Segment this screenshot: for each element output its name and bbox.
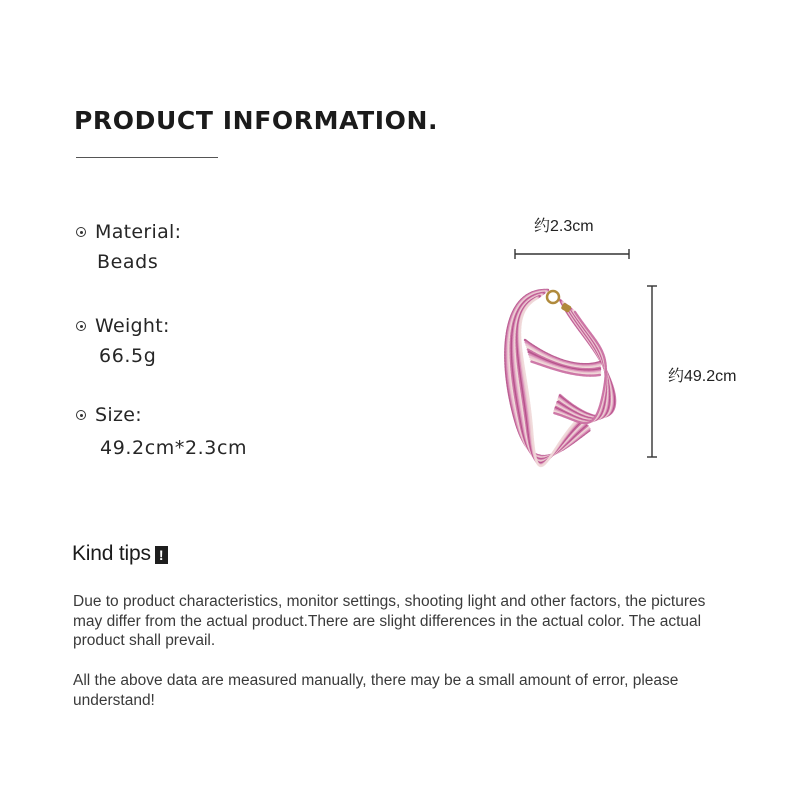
material-value: Beads: [97, 251, 159, 273]
bead-strand: [529, 352, 600, 370]
height-dimension-line: [647, 286, 657, 457]
bead-strand: [555, 310, 606, 422]
bead-strand: [513, 294, 586, 460]
clasp-end: [561, 302, 572, 313]
bead-strand: [505, 290, 590, 456]
bead-strand: [526, 345, 600, 367]
bead-strand: [525, 340, 600, 364]
bullet-circle-icon: [76, 321, 86, 331]
bead-strand: [554, 311, 605, 422]
height-dimension-label: 约49.2cm: [668, 368, 737, 385]
bead-strand: [515, 295, 584, 462]
bead-strand: [514, 295, 585, 461]
bead-strand: [554, 312, 606, 423]
bead-strand: [530, 357, 600, 373]
bead-strand: [508, 291, 589, 457]
clasp-ring: [547, 291, 559, 303]
weight-label: Weight:: [95, 315, 170, 337]
material-label: Material:: [95, 221, 182, 243]
bead-strand: [531, 362, 600, 376]
width-dimension-line: [515, 249, 629, 259]
bead-strand: [528, 350, 600, 370]
tips-paragraph-1: Due to product characteristics, monitor settings, shooting light and other factors, the pictures may differ from the actual product.There are slight differences in the actual color. The actual product shall prevail.: [73, 593, 706, 649]
bead-strand: [557, 306, 608, 420]
bead-strand: [560, 300, 615, 417]
bead-strand: [507, 291, 590, 457]
bead-strand: [558, 305, 609, 419]
bead-strand: [556, 309, 606, 421]
tips-paragraph-2: All the above data are measured manually, there may be a small amount of error, please understand!: [73, 672, 679, 709]
width-dimension-label: 约2.3cm: [534, 218, 594, 235]
bead-strand: [511, 293, 588, 459]
bead-strand: [529, 354, 600, 371]
exclamation-icon: !: [155, 546, 168, 564]
beaded-bracelet-image: [505, 290, 615, 466]
bead-strand: [518, 297, 584, 464]
bullet-circle-icon: [76, 410, 86, 420]
title-underline: [76, 157, 218, 158]
spec-material: [76, 221, 181, 273]
bead-strand: [520, 299, 581, 466]
bead-strand: [526, 342, 600, 365]
bead-strand: [518, 297, 582, 464]
bead-strand: [519, 298, 582, 465]
weight-value: 66.5g: [99, 345, 157, 367]
bead-strand: [517, 296, 585, 463]
bead-strand: [556, 307, 606, 420]
bead-strand: [557, 306, 607, 420]
bullet-circle-icon: [76, 227, 86, 237]
bead-strand: [512, 293, 587, 459]
bead-strand: [558, 303, 610, 418]
bead-strand: [559, 302, 612, 418]
size-label: Size:: [95, 404, 142, 426]
kind-tips-title: Kind tips: [72, 542, 151, 565]
bead-strand: [558, 304, 610, 419]
bead-strand: [556, 308, 606, 421]
bead-strand: [555, 310, 605, 422]
page-title: PRODUCT INFORMATION.: [74, 106, 439, 135]
bead-strand: [509, 292, 588, 458]
bead-strand: [527, 347, 600, 368]
size-value: 49.2cm*2.3cm: [100, 437, 248, 459]
bead-strand: [560, 301, 614, 417]
bead-strand: [559, 302, 613, 418]
kind-tips-heading: [72, 542, 168, 566]
spec-size: [76, 404, 247, 459]
bead-strand: [531, 359, 600, 374]
spec-weight: [76, 315, 170, 367]
